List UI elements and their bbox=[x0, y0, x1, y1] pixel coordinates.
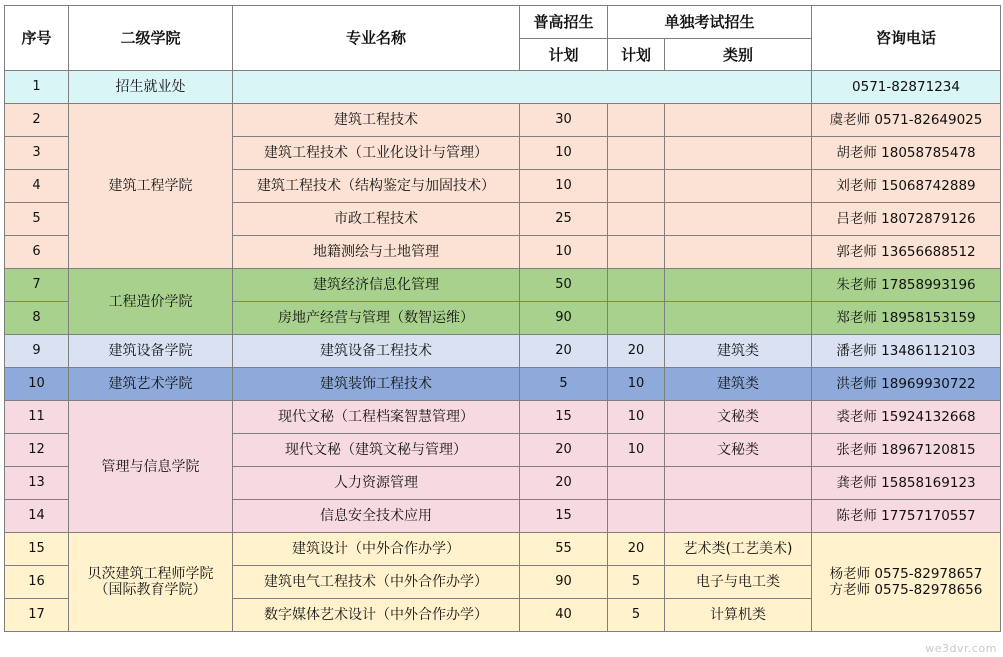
cell-major: 地籍测绘与土地管理 bbox=[233, 236, 520, 269]
cell-seq: 3 bbox=[5, 137, 69, 170]
cell-phone: 刘老师 15068742889 bbox=[812, 170, 1001, 203]
cell-phone: 杨老师 0575-82978657 方老师 0575-82978656 bbox=[812, 533, 1001, 632]
cell-general-plan: 40 bbox=[520, 599, 608, 632]
admissions-table-wrapper bbox=[4, 5, 1001, 632]
cell-seq: 14 bbox=[5, 500, 69, 533]
cell-phone: 胡老师 18058785478 bbox=[812, 137, 1001, 170]
cell-major: 建筑装饰工程技术 bbox=[233, 368, 520, 401]
cell-general-plan: 10 bbox=[520, 236, 608, 269]
cell-category: 电子与电工类 bbox=[665, 566, 812, 599]
cell-phone: 朱老师 17858993196 bbox=[812, 269, 1001, 302]
cell-major: 现代文秘（建筑文秘与管理） bbox=[233, 434, 520, 467]
cell-phone: 潘老师 13486112103 bbox=[812, 335, 1001, 368]
cell-separate-plan: 5 bbox=[608, 599, 665, 632]
cell-general-plan: 5 bbox=[520, 368, 608, 401]
cell-major: 房地产经营与管理（数智运维） bbox=[233, 302, 520, 335]
cell-general-plan: 90 bbox=[520, 566, 608, 599]
cell-general-plan: 20 bbox=[520, 434, 608, 467]
cell-separate-plan bbox=[608, 170, 665, 203]
cell-separate-plan bbox=[608, 302, 665, 335]
cell-major: 建筑电气工程技术（中外合作办学） bbox=[233, 566, 520, 599]
cell-seq: 1 bbox=[5, 71, 69, 104]
cell-general-plan: 30 bbox=[520, 104, 608, 137]
cell-major: 市政工程技术 bbox=[233, 203, 520, 236]
cell-general-plan: 90 bbox=[520, 302, 608, 335]
cell-seq: 13 bbox=[5, 467, 69, 500]
cell-major: 建筑设计（中外合作办学） bbox=[233, 533, 520, 566]
cell-seq: 2 bbox=[5, 104, 69, 137]
cell-general-plan: 50 bbox=[520, 269, 608, 302]
cell-seq: 6 bbox=[5, 236, 69, 269]
cell-category bbox=[665, 236, 812, 269]
cell-separate-plan bbox=[608, 236, 665, 269]
cell-category bbox=[665, 104, 812, 137]
cell-separate-plan bbox=[608, 500, 665, 533]
cell-separate-plan: 10 bbox=[608, 434, 665, 467]
header-category: 类别 bbox=[665, 39, 812, 71]
cell-general-plan: 10 bbox=[520, 170, 608, 203]
cell-empty bbox=[233, 71, 812, 104]
cell-phone: 陈老师 17757170557 bbox=[812, 500, 1001, 533]
cell-major: 建筑设备工程技术 bbox=[233, 335, 520, 368]
header-row-1 bbox=[5, 6, 1001, 39]
cell-college: 建筑艺术学院 bbox=[69, 368, 233, 401]
cell-category: 艺术类(工艺美术) bbox=[665, 533, 812, 566]
cell-phone: 虞老师 0571-82649025 bbox=[812, 104, 1001, 137]
cell-separate-plan: 10 bbox=[608, 368, 665, 401]
table-row bbox=[5, 269, 1001, 302]
header-general-plan: 计划 bbox=[520, 39, 608, 71]
cell-category bbox=[665, 302, 812, 335]
header-general-admission: 普高招生 bbox=[520, 6, 608, 39]
cell-separate-plan: 20 bbox=[608, 533, 665, 566]
header-phone: 咨询电话 bbox=[812, 6, 1001, 71]
cell-college: 建筑设备学院 bbox=[69, 335, 233, 368]
cell-college: 贝茨建筑工程师学院 （国际教育学院） bbox=[69, 533, 233, 632]
cell-phone: 0571-82871234 bbox=[812, 71, 1001, 104]
cell-major: 建筑工程技术（工业化设计与管理） bbox=[233, 137, 520, 170]
cell-separate-plan bbox=[608, 137, 665, 170]
cell-major: 建筑经济信息化管理 bbox=[233, 269, 520, 302]
cell-seq: 8 bbox=[5, 302, 69, 335]
cell-seq: 10 bbox=[5, 368, 69, 401]
cell-phone: 郭老师 13656688512 bbox=[812, 236, 1001, 269]
cell-college: 工程造价学院 bbox=[69, 269, 233, 335]
cell-category: 计算机类 bbox=[665, 599, 812, 632]
cell-separate-plan bbox=[608, 467, 665, 500]
cell-separate-plan: 20 bbox=[608, 335, 665, 368]
cell-college: 管理与信息学院 bbox=[69, 401, 233, 533]
cell-major: 建筑工程技术（结构鉴定与加固技术） bbox=[233, 170, 520, 203]
cell-major: 数字媒体艺术设计（中外合作办学） bbox=[233, 599, 520, 632]
table-row bbox=[5, 104, 1001, 137]
cell-category bbox=[665, 269, 812, 302]
cell-phone: 张老师 18967120815 bbox=[812, 434, 1001, 467]
table-row bbox=[5, 335, 1001, 368]
cell-general-plan: 10 bbox=[520, 137, 608, 170]
cell-phone: 洪老师 18969930722 bbox=[812, 368, 1001, 401]
table-row bbox=[5, 71, 1001, 104]
cell-seq: 12 bbox=[5, 434, 69, 467]
cell-phone: 吕老师 18072879126 bbox=[812, 203, 1001, 236]
cell-phone: 裘老师 15924132668 bbox=[812, 401, 1001, 434]
cell-major: 信息安全技术应用 bbox=[233, 500, 520, 533]
cell-general-plan: 55 bbox=[520, 533, 608, 566]
cell-category bbox=[665, 500, 812, 533]
cell-general-plan: 15 bbox=[520, 500, 608, 533]
header-major: 专业名称 bbox=[233, 6, 520, 71]
cell-general-plan: 20 bbox=[520, 467, 608, 500]
cell-seq: 7 bbox=[5, 269, 69, 302]
cell-separate-plan bbox=[608, 269, 665, 302]
cell-seq: 4 bbox=[5, 170, 69, 203]
cell-seq: 11 bbox=[5, 401, 69, 434]
header-college: 二级学院 bbox=[69, 6, 233, 71]
cell-separate-plan bbox=[608, 203, 665, 236]
cell-category: 文秘类 bbox=[665, 434, 812, 467]
watermark: we3dvr.com bbox=[925, 642, 997, 655]
table-row bbox=[5, 533, 1001, 566]
cell-category: 建筑类 bbox=[665, 335, 812, 368]
header-separate-exam-admission: 单独考试招生 bbox=[608, 6, 812, 39]
header-separate-plan: 计划 bbox=[608, 39, 665, 71]
cell-college: 招生就业处 bbox=[69, 71, 233, 104]
table-row bbox=[5, 401, 1001, 434]
cell-category bbox=[665, 467, 812, 500]
cell-major: 现代文秘（工程档案智慧管理） bbox=[233, 401, 520, 434]
cell-major: 人力资源管理 bbox=[233, 467, 520, 500]
table-row bbox=[5, 368, 1001, 401]
cell-category bbox=[665, 137, 812, 170]
cell-seq: 5 bbox=[5, 203, 69, 236]
cell-category bbox=[665, 203, 812, 236]
cell-seq: 9 bbox=[5, 335, 69, 368]
cell-category: 建筑类 bbox=[665, 368, 812, 401]
cell-separate-plan bbox=[608, 104, 665, 137]
cell-major: 建筑工程技术 bbox=[233, 104, 520, 137]
cell-category: 文秘类 bbox=[665, 401, 812, 434]
cell-college: 建筑工程学院 bbox=[69, 104, 233, 269]
cell-phone: 郑老师 18958153159 bbox=[812, 302, 1001, 335]
cell-separate-plan: 5 bbox=[608, 566, 665, 599]
admissions-plan-table bbox=[4, 5, 1001, 632]
cell-seq: 15 bbox=[5, 533, 69, 566]
header-seq: 序号 bbox=[5, 6, 69, 71]
cell-seq: 17 bbox=[5, 599, 69, 632]
cell-phone: 龚老师 15858169123 bbox=[812, 467, 1001, 500]
cell-general-plan: 20 bbox=[520, 335, 608, 368]
cell-seq: 16 bbox=[5, 566, 69, 599]
cell-general-plan: 15 bbox=[520, 401, 608, 434]
cell-general-plan: 25 bbox=[520, 203, 608, 236]
cell-category bbox=[665, 170, 812, 203]
cell-separate-plan: 10 bbox=[608, 401, 665, 434]
